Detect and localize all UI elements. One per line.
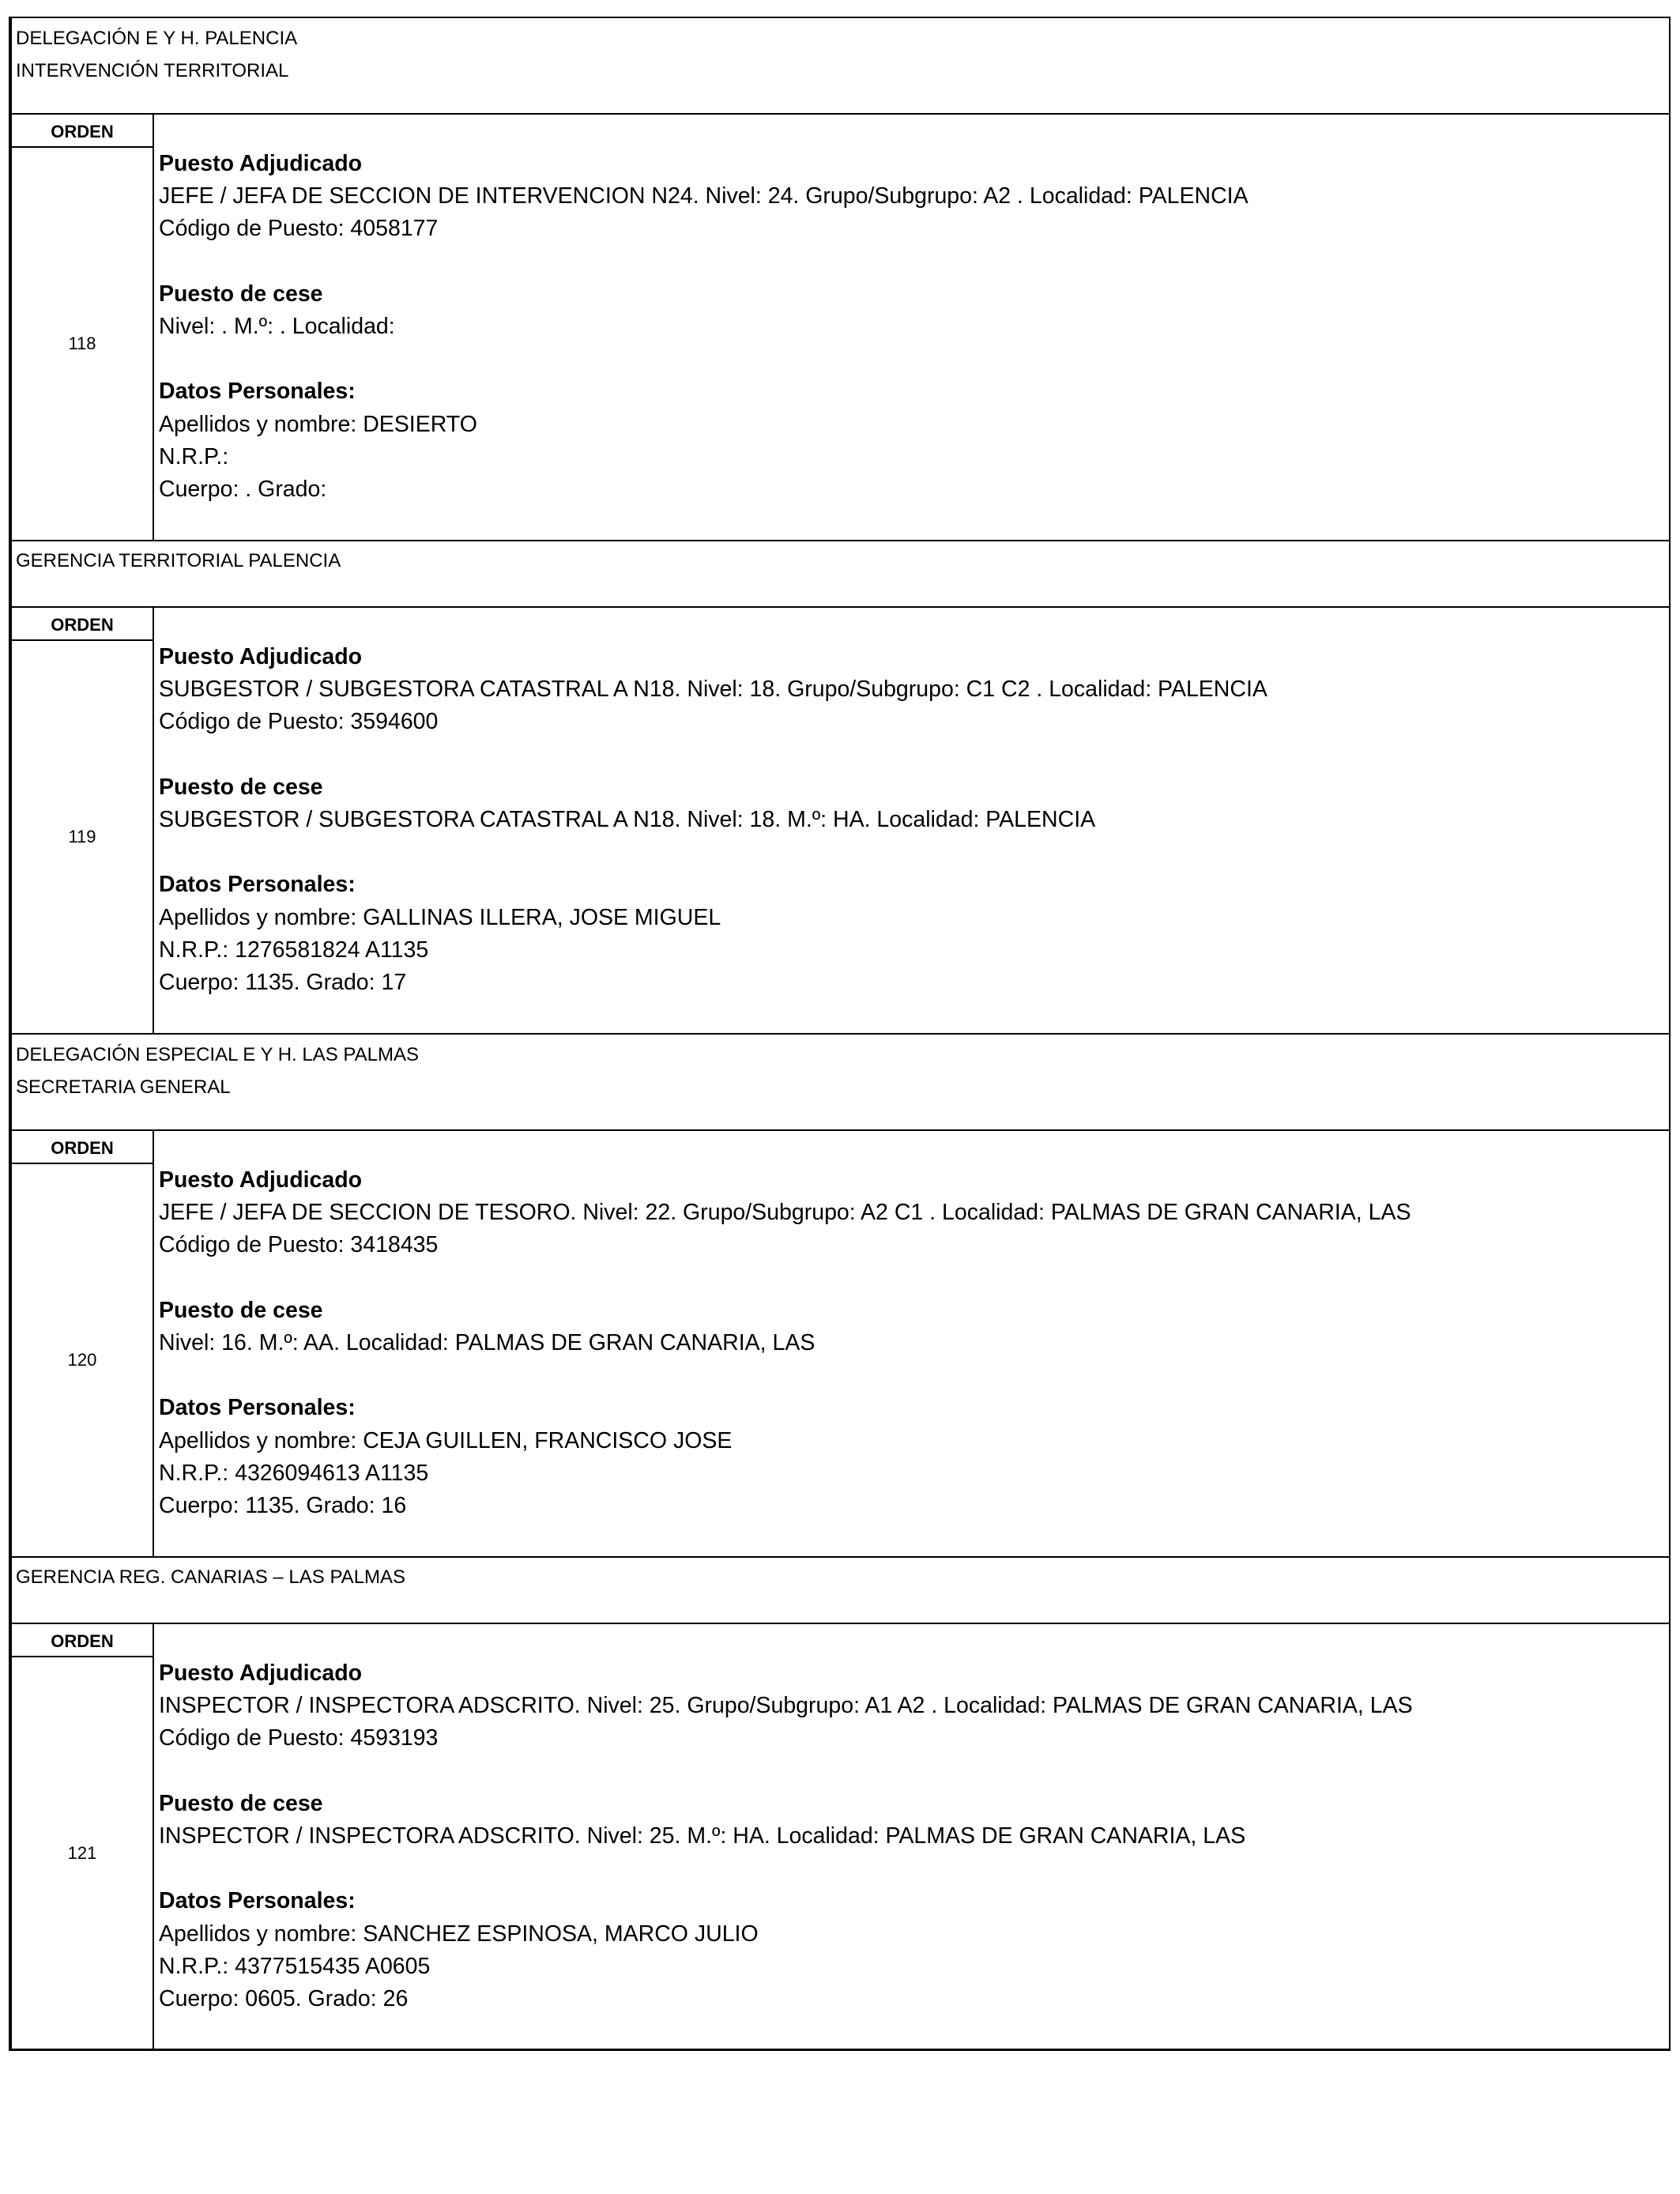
orden-number: 121: [67, 1842, 97, 1863]
record-row: [12, 608, 1669, 1035]
orden-header: ORDEN: [12, 115, 153, 148]
codigo-puesto: Código de Puesto: 3594600: [159, 709, 439, 735]
codigo-puesto: Código de Puesto: 3418435: [159, 1232, 439, 1258]
puesto-adjudicado-label: Puesto Adjudicado: [159, 1167, 363, 1193]
section-header: [12, 541, 1669, 608]
puesto-adjudicado-label: Puesto Adjudicado: [159, 1661, 363, 1686]
section-header-line: DELEGACIÓN E Y H. PALENCIA: [16, 28, 298, 49]
section-header-line: INTERVENCIÓN TERRITORIAL: [16, 60, 289, 81]
puesto-cese-text: INSPECTOR / INSPECTORA ADSCRITO. Nivel: 25. M.º: HA. Localidad: PALMAS DE GRAN CANARIA, LAS: [159, 1823, 1246, 1849]
puesto-adjudicado-label: Puesto Adjudicado: [159, 644, 363, 669]
puesto-cese-text: Nivel: 16. M.º: AA. Localidad: PALMAS DE GRAN CANARIA, LAS: [159, 1330, 816, 1355]
orden-number: 120: [67, 1350, 97, 1370]
section-header: [12, 1035, 1669, 1131]
apellidos-nombre: Apellidos y nombre: SANCHEZ ESPINOSA, MARCO JULIO: [159, 1921, 759, 1947]
record-details: [154, 115, 1669, 540]
datos-personales-label: Datos Personales:: [159, 872, 356, 898]
apellidos-nombre: Apellidos y nombre: DESIERTO: [159, 411, 477, 437]
section-header-line: SECRETARIA GENERAL: [16, 1076, 231, 1098]
cuerpo-grado: Cuerpo: 1135. Grado: 16: [159, 1493, 407, 1518]
record-details: [154, 1131, 1669, 1556]
record-details: [154, 608, 1669, 1033]
puesto-adjudicado-text: JEFE / JEFA DE SECCION DE TESORO. Nivel: 22. Grupo/Subgrupo: A2 C1 . Localidad: PALMAS DE GRAN CANARIA, LAS: [159, 1200, 1411, 1226]
section-header-line: GERENCIA TERRITORIAL PALENCIA: [16, 550, 341, 571]
puesto-adjudicado-text: INSPECTOR / INSPECTORA ADSCRITO. Nivel: 25. Grupo/Subgrupo: A1 A2 . Localidad: PALMAS DE GRAN CANARIA, LAS: [159, 1693, 1413, 1719]
record-row: [12, 1131, 1669, 1558]
puesto-cese-label: Puesto de cese: [159, 1297, 323, 1323]
orden-column: [12, 1131, 154, 1556]
puesto-adjudicado-text: JEFE / JEFA DE SECCION DE INTERVENCION N24. Nivel: 24. Grupo/Subgrupo: A2 . Localidad: PALENCIA: [159, 183, 1249, 209]
codigo-puesto: Código de Puesto: 4593193: [159, 1725, 439, 1751]
puesto-cese-text: Nivel: . M.º: . Localidad:: [159, 314, 395, 339]
datos-personales-label: Datos Personales:: [159, 1888, 356, 1914]
puesto-adjudicado-label: Puesto Adjudicado: [159, 151, 363, 176]
apellidos-nombre: Apellidos y nombre: GALLINAS ILLERA, JOSE MIGUEL: [159, 904, 721, 930]
puesto-adjudicado-text: SUBGESTOR / SUBGESTORA CATASTRAL A N18. Nivel: 18. Grupo/Subgrupo: C1 C2 . Localidad: PALENCIA: [159, 677, 1268, 703]
section-header-line: DELEGACIÓN ESPECIAL E Y H. LAS PALMAS: [16, 1044, 419, 1065]
nrp: N.R.P.: 4377515435 A0605: [159, 1953, 431, 1979]
puesto-cese-label: Puesto de cese: [159, 774, 323, 800]
orden-number: 119: [68, 827, 96, 846]
datos-personales-label: Datos Personales:: [159, 1395, 356, 1421]
datos-personales-label: Datos Personales:: [159, 379, 356, 405]
orden-header: ORDEN: [12, 608, 153, 641]
puesto-cese-label: Puesto de cese: [159, 1790, 323, 1816]
puesto-cese-text: SUBGESTOR / SUBGESTORA CATASTRAL A N18. Nivel: 18. M.º: HA. Localidad: PALENCIA: [159, 807, 1096, 832]
orden-number: 118: [68, 334, 96, 353]
orden-header: ORDEN: [12, 1624, 153, 1657]
orden-column: [12, 115, 154, 540]
cuerpo-grado: Cuerpo: . Grado:: [159, 477, 327, 502]
record-row: [12, 115, 1669, 541]
record-row: [12, 1624, 1669, 2049]
codigo-puesto: Código de Puesto: 4058177: [159, 216, 439, 242]
nrp: N.R.P.: 4326094613 A1135: [159, 1460, 429, 1486]
section-header-line: GERENCIA REG. CANARIAS – LAS PALMAS: [16, 1566, 406, 1588]
section-header: [12, 1558, 1669, 1624]
apellidos-nombre: Apellidos y nombre: CEJA GUILLEN, FRANCISCO JOSE: [159, 1427, 733, 1453]
record-details: [154, 1624, 1669, 2049]
puesto-cese-label: Puesto de cese: [159, 281, 323, 307]
section-header: [12, 18, 1669, 115]
cuerpo-grado: Cuerpo: 1135. Grado: 17: [159, 970, 407, 995]
orden-header: ORDEN: [12, 1131, 153, 1164]
orden-column: [12, 608, 154, 1033]
cuerpo-grado: Cuerpo: 0605. Grado: 26: [159, 1986, 409, 2011]
nrp: N.R.P.:: [159, 443, 229, 469]
orden-column: [12, 1624, 154, 2049]
assignment-table: [9, 17, 1671, 2051]
nrp: N.R.P.: 1276581824 A1135: [159, 937, 429, 963]
